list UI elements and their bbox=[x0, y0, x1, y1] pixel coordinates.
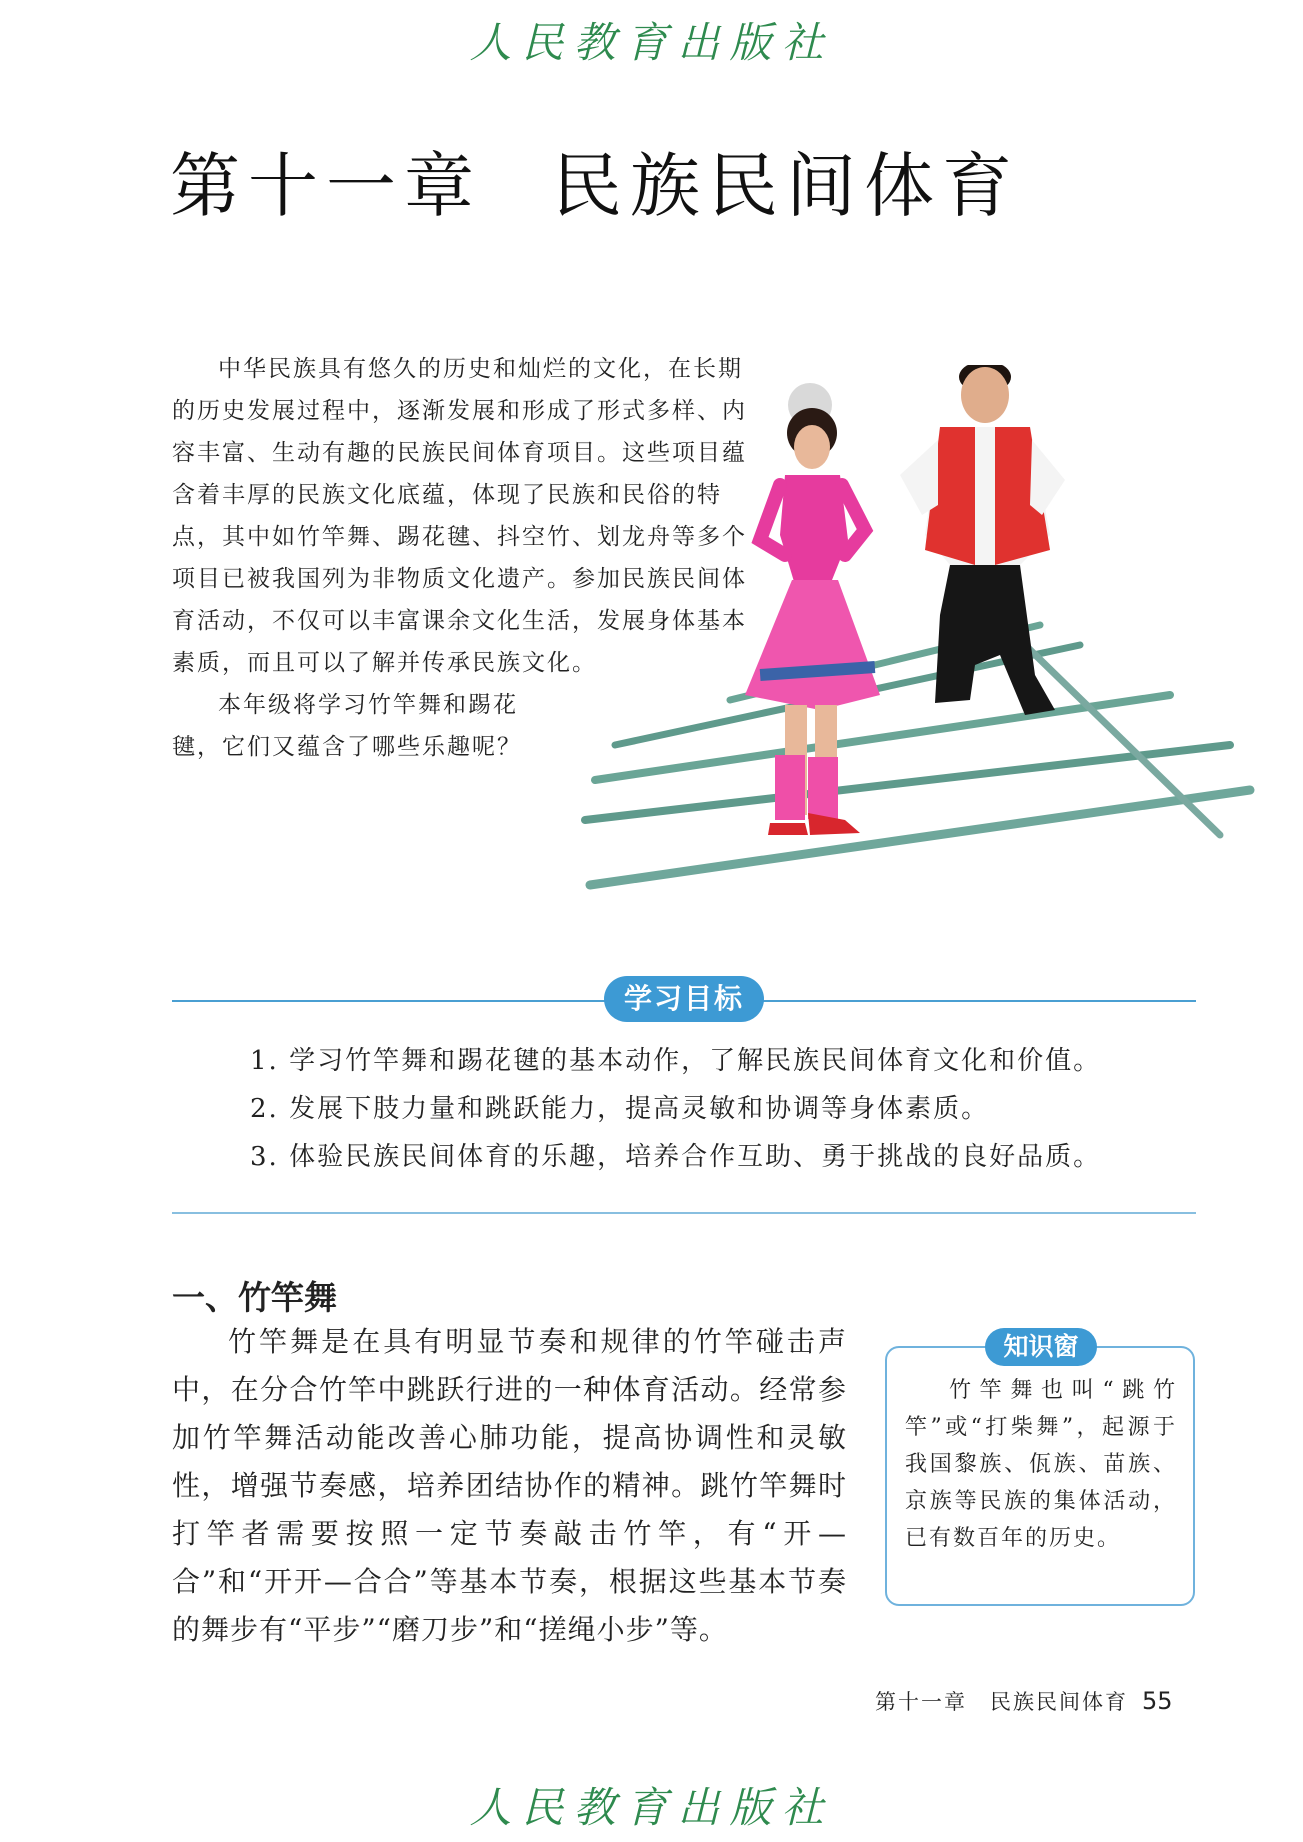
goal-item: 2. 发展下肢力量和跳跃能力，提高灵敏和协调等身体素质。 bbox=[250, 1094, 990, 1124]
section-body: 竹竿舞是在具有明显节奏和规律的竹竿碰击声中，在分合竹竿中跳跃行进的一种体育活动。经常参加竹竿舞活动能改善心肺功能，提高协调性和灵敏性，增强节奏感，培养团结协作的精神。跳竹竿舞时打竿者需要按照一定节奏敲击竹竿，有“开—合”和“开开—合合”等基本节奏，根据这些基本节奏的舞步有“平步”“磨刀步”和“搓绳小步”等。 bbox=[172, 1325, 847, 1646]
section-heading: 一、竹竿舞 bbox=[172, 1278, 337, 1317]
goals-divider-bottom bbox=[172, 1212, 1196, 1214]
footer-chapter-label: 第十一章 民族民间体育 bbox=[875, 1690, 1128, 1714]
intro-paragraph: 本年级将学习竹竿舞和踢花毽，它们又蕴含了哪些乐趣呢？ bbox=[172, 692, 522, 760]
publisher-logo-top: 人民教育出版社 bbox=[469, 18, 834, 67]
knowledge-window-text: 竹竿舞也叫“跳竹竿”或“打柴舞”，起源于我国黎族、佤族、苗族、京族等民族的集体活动，已有数百年的历史。 bbox=[905, 1378, 1177, 1551]
intro-paragraph: 中华民族具有悠久的历史和灿烂的文化，在长期的历史发展过程中，逐渐发展和形成了形式多样、内容丰富、生动有趣的民族民间体育项目。这些项目蕴含着丰厚的民族文化底蕴，体现了民族和民俗的特点，其中如竹竿舞、踢花毽、抖空竹、划龙舟等多个项目已被我国列为非物质文化遗产。参加民族民间体育活动，不仅可以丰富课余文化生活，发展身体基本素质，而且可以了解并传承民族文化。 bbox=[172, 356, 747, 676]
page-footer bbox=[875, 1686, 1173, 1716]
goal-item: 1. 学习竹竿舞和踢花毽的基本动作，了解民族民间体育文化和价值。 bbox=[250, 1046, 1102, 1076]
chapter-title bbox=[170, 130, 1020, 231]
learning-goals-list bbox=[250, 1037, 1101, 1181]
chapter-name: 民族民间体育 bbox=[552, 145, 1020, 227]
knowledge-window-badge: 知识窗 bbox=[985, 1328, 1097, 1366]
chapter-number: 第十一章 bbox=[170, 145, 482, 227]
publisher-logo-bottom: 人民教育出版社 bbox=[469, 1783, 834, 1832]
goal-item: 3. 体验民族民间体育的乐趣，培养合作互助、勇于挑战的良好品质。 bbox=[250, 1142, 1102, 1172]
learning-goals-badge: 学习目标 bbox=[604, 976, 764, 1022]
page-number: 55 bbox=[1142, 1687, 1173, 1715]
bamboo-dance-photo bbox=[580, 365, 1260, 920]
